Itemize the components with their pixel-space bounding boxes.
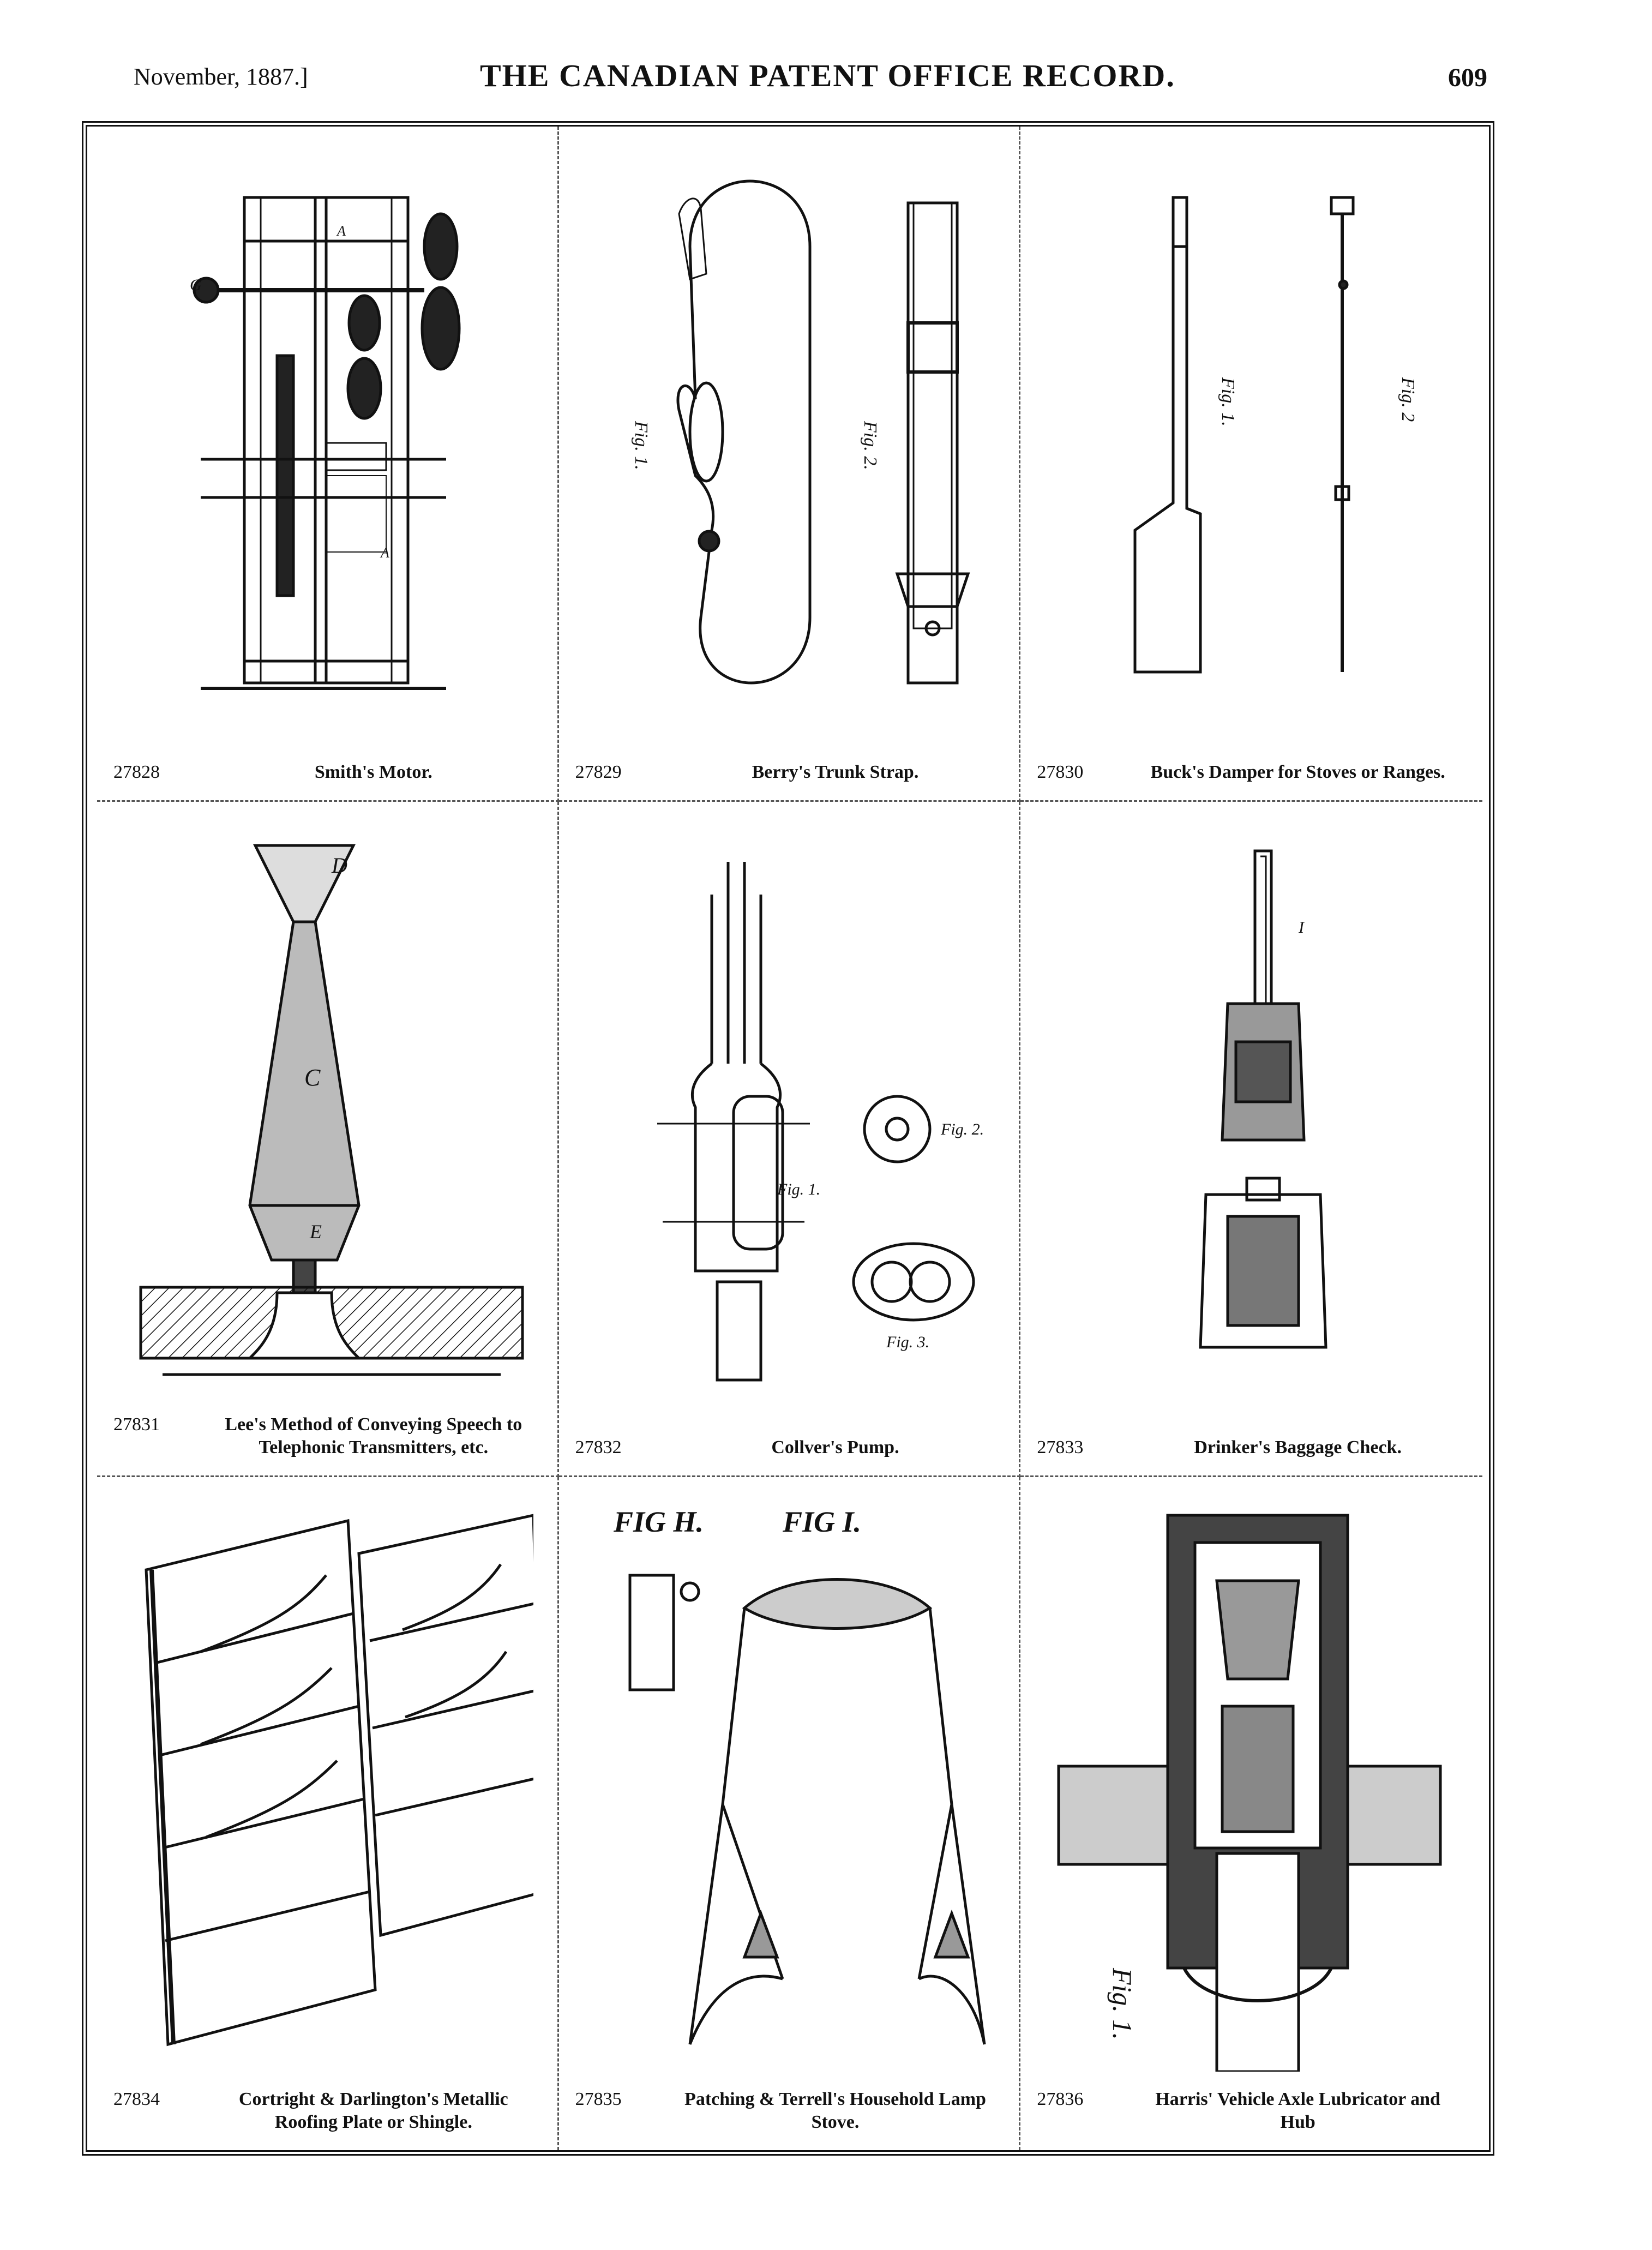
fig1-label: Fig. 1. <box>630 421 651 470</box>
patent-cell <box>97 802 559 1477</box>
trunk-strap-drawing <box>581 148 995 721</box>
axle-lubricator-drawing <box>1042 1499 1457 2072</box>
patent-cell <box>559 127 1021 802</box>
damper-drawing <box>1042 148 1457 721</box>
patent-cell <box>97 1477 559 2150</box>
patent-cell <box>559 802 1021 1477</box>
issue-date: November, 1887.] <box>134 63 308 90</box>
patent-title: Buck's Damper for Stoves or Ranges. <box>1150 762 1445 782</box>
patent-title: Patching & Terrell's Household Lamp Stove. <box>684 2089 986 2132</box>
svg-text:D: D <box>332 853 347 878</box>
patent-title: Drinker's Baggage Check. <box>1194 1437 1402 1457</box>
fig1-label: Fig. 1. <box>777 1180 820 1198</box>
pump-drawing <box>581 824 995 1396</box>
roofing-plate-drawing <box>119 1499 533 2072</box>
patent-cell <box>1020 127 1482 802</box>
patent-grid <box>97 127 1482 2150</box>
patent-cell <box>1020 1477 1482 2150</box>
fig3-label: Fig. 3. <box>886 1333 929 1351</box>
patent-number: 27832 <box>575 1437 622 1457</box>
patent-number: 27834 <box>113 2089 160 2109</box>
patent-cell <box>97 127 559 802</box>
patent-caption <box>113 2088 541 2134</box>
patent-number: 27828 <box>113 762 160 782</box>
publication-title: THE CANADIAN PATENT OFFICE RECORD. <box>480 58 1175 93</box>
patent-caption <box>575 761 1003 784</box>
page-number: 609 <box>1448 63 1487 92</box>
svg-text:A: A <box>337 223 346 239</box>
patent-caption <box>113 1413 541 1459</box>
fig1-label: Fig. 1. <box>1107 1968 1138 2040</box>
patent-number: 27830 <box>1037 762 1084 782</box>
fig1-label: Fig. 1. <box>1218 377 1239 427</box>
fig2-label: Fig. 2. <box>860 421 880 470</box>
patent-title: Cortright & Darlington's Metallic Roofing Plate or Shingle. <box>238 2089 508 2132</box>
fig2-label: Fig. 2. <box>940 1120 984 1138</box>
patent-number: 27833 <box>1037 1437 1084 1457</box>
fig-h-label: FIG H. <box>613 1505 704 1538</box>
patent-caption <box>575 2088 1003 2134</box>
patent-caption <box>575 1436 1003 1459</box>
patent-cell <box>559 1477 1021 2150</box>
patent-number: 27835 <box>575 2089 622 2109</box>
patent-cell <box>1020 802 1482 1477</box>
patent-caption <box>1037 761 1466 784</box>
baggage-check-drawing <box>1042 824 1457 1396</box>
svg-text:C: C <box>304 1064 321 1091</box>
svg-text:E: E <box>310 1221 322 1243</box>
svg-text:A: A <box>381 545 389 561</box>
patent-number: 27836 <box>1037 2089 1084 2109</box>
page-header <box>0 0 1652 120</box>
patent-title: Lee's Method of Conveying Speech to Telephonic Transmitters, etc. <box>225 1414 522 1457</box>
patent-number: 27831 <box>113 1414 160 1435</box>
patent-title: Smith's Motor. <box>314 762 432 782</box>
patent-caption <box>1037 2088 1466 2134</box>
motor-drawing <box>119 148 533 721</box>
patent-caption <box>1037 1436 1466 1459</box>
svg-text:G: G <box>190 276 202 294</box>
patent-number: 27829 <box>575 762 622 782</box>
svg-text:I: I <box>1299 919 1305 937</box>
patent-title: Collver's Pump. <box>771 1437 899 1457</box>
fig2-label: Fig. 2 <box>1398 377 1419 422</box>
patent-caption <box>113 761 541 784</box>
fig-i-label: FIG I. <box>782 1505 861 1538</box>
patent-title: Berry's Trunk Strap. <box>752 762 919 782</box>
lamp-stove-drawing <box>581 1499 995 2072</box>
speech-funnel-drawing <box>119 824 533 1396</box>
patent-title: Harris' Vehicle Axle Lubricator and Hub <box>1155 2089 1440 2132</box>
